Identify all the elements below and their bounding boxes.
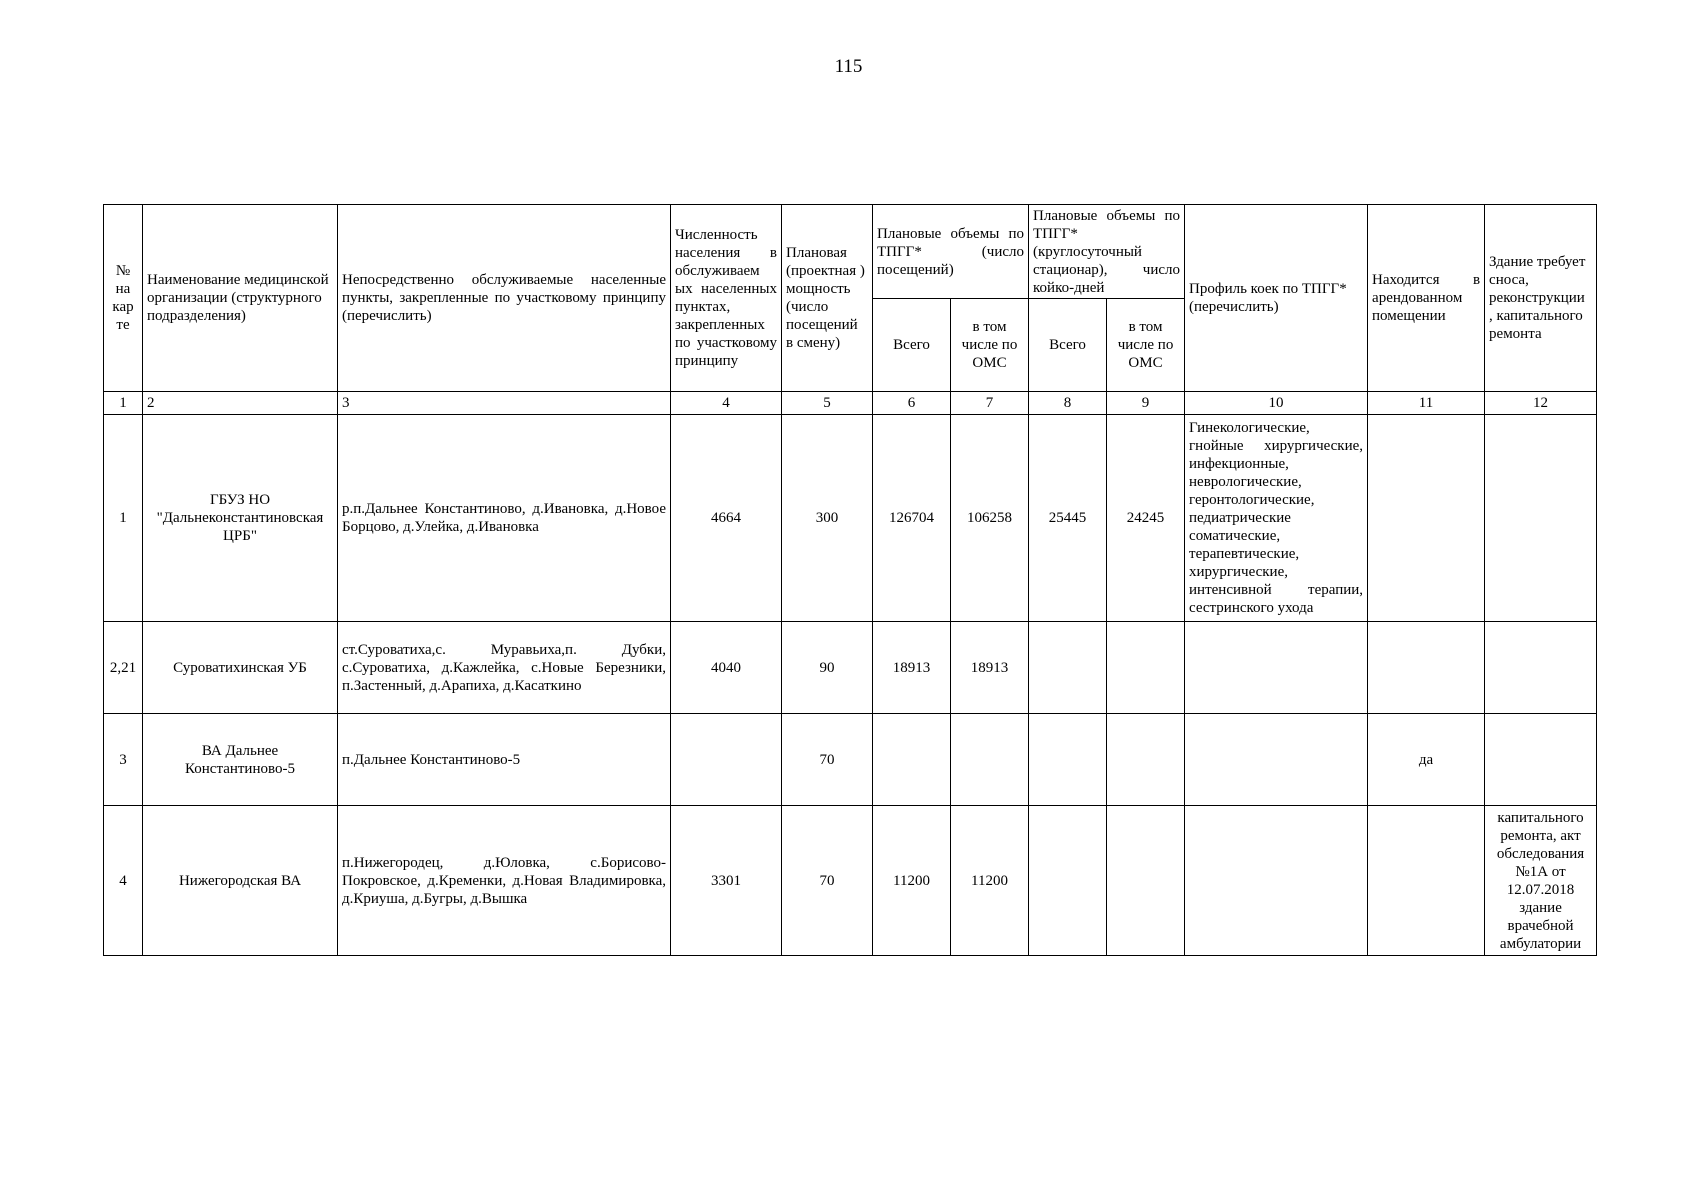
cell-settlements: п.Нижегородец, д.Юловка, с.Борисово-Покровское, д.Кременки, д.Новая Владимировка, д.Криуша, д.Бугры, д.Вышка <box>338 806 671 956</box>
column-number: 6 <box>873 392 951 415</box>
cell-bed-profile <box>1185 714 1368 806</box>
cell-beddays-oms <box>1107 714 1185 806</box>
cell-capacity: 70 <box>782 714 873 806</box>
subheader-beddays-total: Всего <box>1029 299 1107 392</box>
cell-bed-profile <box>1185 806 1368 956</box>
header-rented: Находится в арендованном помещении <box>1368 205 1485 392</box>
header-population: Численность населения в обслуживаем ых населенных пунктах, закрепленных по участковому принципу <box>671 205 782 392</box>
cell-settlements: ст.Суроватиха,с. Муравьиха,п. Дубки, с.Суроватиха, д.Кажлейка, с.Новые Березники, п.Застенный, д.Арапиха, д.Касаткино <box>338 622 671 714</box>
medical-organizations-table <box>103 204 1597 956</box>
column-number: 7 <box>951 392 1029 415</box>
column-number: 3 <box>338 392 671 415</box>
column-numbers-row <box>104 392 1597 415</box>
cell-beddays-oms <box>1107 806 1185 956</box>
cell-beddays-oms: 24245 <box>1107 415 1185 622</box>
cell-capacity: 90 <box>782 622 873 714</box>
cell-repair <box>1485 622 1597 714</box>
cell-population: 4664 <box>671 415 782 622</box>
subheader-visits-total: Всего <box>873 299 951 392</box>
cell-population: 3301 <box>671 806 782 956</box>
cell-population <box>671 714 782 806</box>
cell-beddays-oms <box>1107 622 1185 714</box>
cell-beddays-total <box>1029 622 1107 714</box>
cell-rented <box>1368 415 1485 622</box>
cell-bed-profile <box>1185 622 1368 714</box>
header-capacity: Плановая (проектная ) мощность (число посещений в смену) <box>782 205 873 392</box>
cell-map-number: 1 <box>104 415 143 622</box>
cell-population: 4040 <box>671 622 782 714</box>
cell-capacity: 300 <box>782 415 873 622</box>
cell-settlements: п.Дальнее Константиново-5 <box>338 714 671 806</box>
column-number: 9 <box>1107 392 1185 415</box>
table-row <box>104 415 1597 622</box>
column-number: 11 <box>1368 392 1485 415</box>
header-repair: Здание требует сноса, реконструкции , капитального ремонта <box>1485 205 1597 392</box>
subheader-visits-oms: в том числе по ОМС <box>951 299 1029 392</box>
table-row <box>104 622 1597 714</box>
header-map-number: № на кар те <box>104 205 143 392</box>
header-planned-visits: Плановые объемы по ТПГГ* (число посещений) <box>873 205 1029 299</box>
table-row <box>104 806 1597 956</box>
table-row <box>104 714 1597 806</box>
cell-map-number: 4 <box>104 806 143 956</box>
column-number: 12 <box>1485 392 1597 415</box>
cell-map-number: 3 <box>104 714 143 806</box>
cell-visits-oms: 106258 <box>951 415 1029 622</box>
cell-map-number: 2,21 <box>104 622 143 714</box>
header-settlements: Непосредственно обслуживаемые населенные пункты, закрепленные по участковому принципу (перечислить) <box>338 205 671 392</box>
cell-beddays-total <box>1029 714 1107 806</box>
column-number: 10 <box>1185 392 1368 415</box>
cell-bed-profile: Гинекологические, гнойные хирургические, инфекционные, неврологические, геронтологические, педиатрические соматические, терапевтические, хирургические, интенсивной терапии, сестринского ухода <box>1185 415 1368 622</box>
cell-visits-total <box>873 714 951 806</box>
cell-repair <box>1485 415 1597 622</box>
column-number: 8 <box>1029 392 1107 415</box>
header-bed-profile: Профиль коек по ТПГГ* (перечислить) <box>1185 205 1368 392</box>
cell-rented: да <box>1368 714 1485 806</box>
cell-visits-oms: 11200 <box>951 806 1029 956</box>
page-number: 115 <box>834 56 863 77</box>
cell-beddays-total <box>1029 806 1107 956</box>
cell-visits-oms <box>951 714 1029 806</box>
cell-rented <box>1368 806 1485 956</box>
cell-visits-total: 18913 <box>873 622 951 714</box>
column-number: 5 <box>782 392 873 415</box>
column-number: 1 <box>104 392 143 415</box>
cell-visits-total: 126704 <box>873 415 951 622</box>
cell-beddays-total: 25445 <box>1029 415 1107 622</box>
column-number: 2 <box>143 392 338 415</box>
cell-organization-name: ГБУЗ НО "Дальнеконстантиновская ЦРБ" <box>143 415 338 622</box>
cell-repair <box>1485 714 1597 806</box>
cell-capacity: 70 <box>782 806 873 956</box>
cell-organization-name: Нижегородская ВА <box>143 806 338 956</box>
cell-rented <box>1368 622 1485 714</box>
cell-repair: капитального ремонта, акт обследования №1А от 12.07.2018 здание врачебной амбулатории <box>1485 806 1597 956</box>
cell-organization-name: ВА Дальнее Константиново-5 <box>143 714 338 806</box>
cell-settlements: р.п.Дальнее Константиново, д.Ивановка, д.Новое Борцово, д.Улейка, д.Ивановка <box>338 415 671 622</box>
cell-visits-total: 11200 <box>873 806 951 956</box>
subheader-beddays-oms: в том числе по ОМС <box>1107 299 1185 392</box>
header-organization-name: Наименование медицинской организации (структурного подразделения) <box>143 205 338 392</box>
header-planned-beddays: Плановые объемы по ТПГГ* (круглосуточный стационар), число койко-дней <box>1029 205 1185 299</box>
column-number: 4 <box>671 392 782 415</box>
cell-organization-name: Суроватихинская УБ <box>143 622 338 714</box>
table-header-row <box>104 205 1597 299</box>
cell-visits-oms: 18913 <box>951 622 1029 714</box>
